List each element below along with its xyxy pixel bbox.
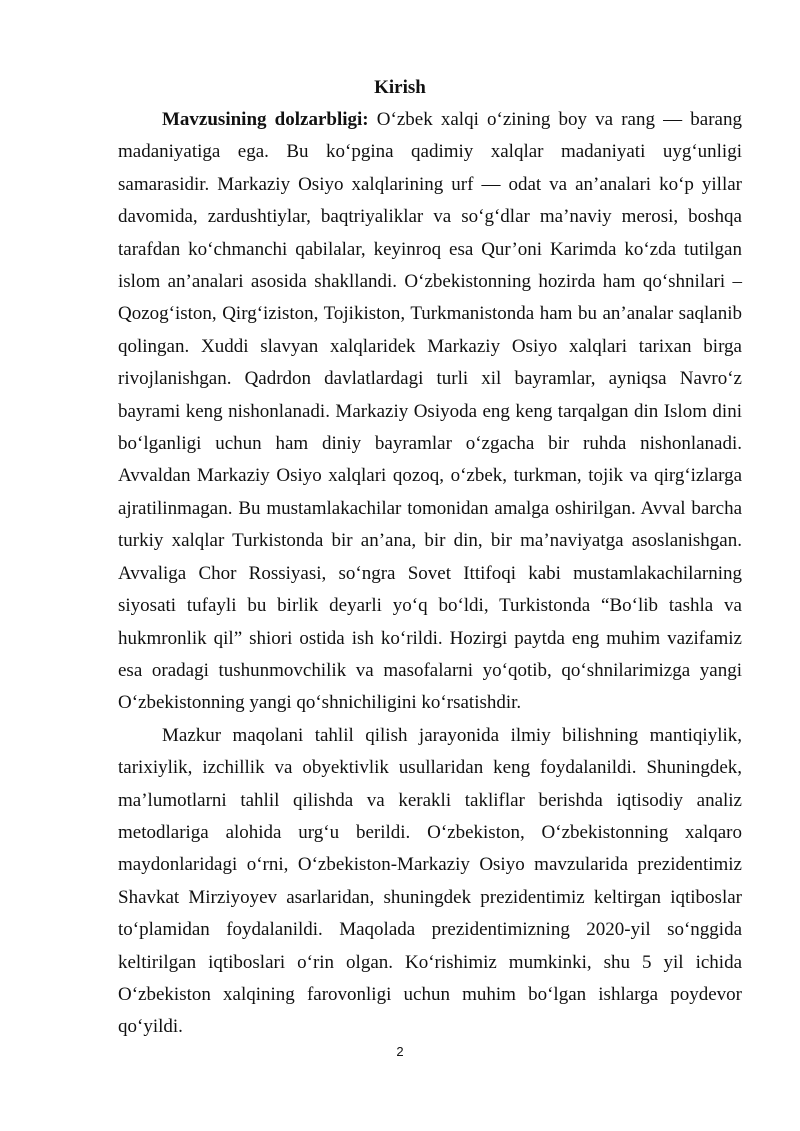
paragraph-text: O‘zbek xalqi o‘zining boy va rang — barang madaniyatiga ega. Bu ko‘pgina qadimiy xalqlar madaniyati uyg‘unligi samarasidir. Markaziy Osiyo xalqlarining urf — odat va an’analari ko‘p yillar davomida, zardushtiylar, baqtriyaliklar va so‘g‘dlar ma’naviy merosi, boshqa tarafdan ko‘chmanchi qabilalar, keyinroq esa Qur’oni Karimda ko‘zda tutilgan islom an’analari asosida shakllandi. O‘zbekistonning hozirda ham qo‘shnilari – Qozog‘iston, Qirg‘iziston, Tojikiston, Turkmanistonda ham bu an’analar saqlanib qolingan. Xuddi slavyan xalqlaridek Markaziy Osiyo xalqlari tarixan birga rivojlanishgan. Qadrdon davlatlardagi turli xil bayramlar, ayniqsa Navro‘z bayrami keng nishonlanadi. Markaziy Osiyoda eng keng tarqalgan din Islom dini bo‘lganligi uchun ham diniy bayramlar o‘zgacha bir ruhda nishonlanadi. Avvaldan Markaziy Osiyo xalqlari qozoq, o‘zbek, turkman, tojik va qirg‘izlarga ajratilinmagan. Bu mustamlakachilar tomonidan amalga oshirilgan. Avval barcha turkiy xalqlar Turkistonda bir an’ana, bir din, bir ma’naviyatga asoslanishgan. Avvaliga Chor Rossiyasi, so‘ngra Sovet Ittifoqi kabi mustamlakachilarning siyosati tufayli bu birlik deyarli yo‘q bo‘ldi, Turkistonda “Bo‘lib tashla va hukmronlik qil” shiori ostida ish ko‘rildi. Hozirgi paytda eng muhim vazifamiz esa oradagi tushunmovchilik va masofalarni yo‘qotib, qo‘shnilarimizga yangi O‘zbekistonning yangi qo‘shnichiligini ko‘rsatishdir. [118,109,742,714]
page-number: 2 [396,1044,404,1059]
paragraph-lead: Mavzusining dolzarbligi: [162,109,369,130]
section-title: Kirish [374,77,426,98]
body-text [118,104,742,1044]
paragraph-relevance [118,104,742,720]
paragraph-text: Mazkur maqolani tahlil qilish jarayonida ilmiy bilishning mantiqiylik, tarixiylik, izchillik va obyektivlik usullaridan keng foydalanildi. Shuningdek, ma’lumotlarni tahlil qilishda va kerakli takliflar berishda iqtisodiy analiz metodlariga alohida urg‘u berildi. O‘zbekiston, O‘zbekistonning xalqaro maydonlaridagi o‘rni, O‘zbekiston-Markaziy Osiyo mavzularida prezidentimiz Shavkat Mirziyoyev asarlaridan, shuningdek prezidentimiz keltirgan iqtiboslar to‘plamidan foydalanildi. Maqolada prezidentimizning 2020-yil so‘nggida keltirilgan iqtiboslari o‘rin olgan. Ko‘rishimiz mumkinki, shu 5 yil ichida O‘zbekiston xalqining farovonligi uchun muhim bo‘lgan ishlarga poydevor qo‘yildi. [118,724,742,1038]
paragraph-methods [118,720,742,1044]
